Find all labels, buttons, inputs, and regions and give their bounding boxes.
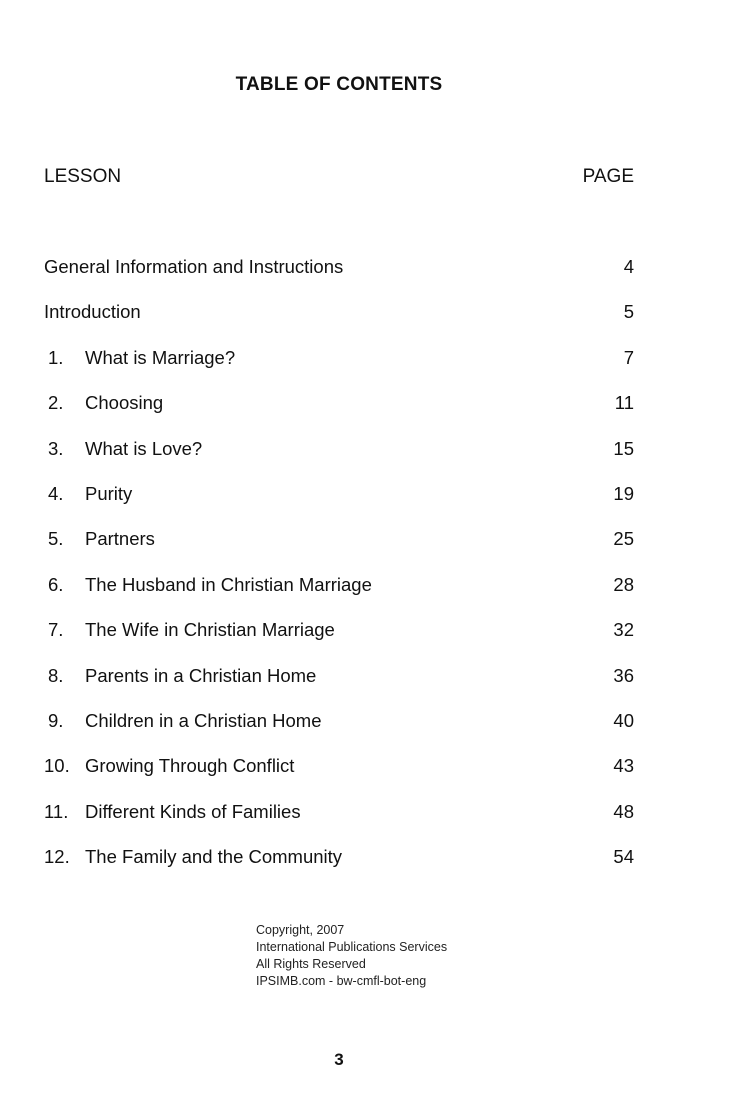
toc-entry-number: 9. xyxy=(48,709,64,731)
toc-entry-number: 3. xyxy=(48,437,64,459)
source-line: IPSIMB.com - bw-cmfl-bot-eng xyxy=(256,974,427,988)
toc-entry-number: 2. xyxy=(48,392,64,414)
toc-entry-title: The Husband in Christian Marriage xyxy=(85,573,372,595)
toc-entry xyxy=(44,708,634,753)
toc-entry-title: Choosing xyxy=(85,392,164,414)
toc-entry-number: 11. xyxy=(44,800,69,822)
page-number: 3 xyxy=(334,1050,344,1069)
toc-entry xyxy=(44,481,634,526)
toc-entry xyxy=(44,617,634,662)
toc-entry-page: 36 xyxy=(613,664,634,686)
toc-entry xyxy=(44,390,634,435)
toc-entry-page: 7 xyxy=(623,346,634,368)
toc-entry-page: 43 xyxy=(613,755,634,777)
toc-entry-title: Growing Through Conflict xyxy=(85,755,295,777)
rights-line: All Rights Reserved xyxy=(256,957,366,971)
toc-entry-page: 19 xyxy=(613,482,634,504)
toc-entry-page: 4 xyxy=(623,256,634,277)
publisher-line: International Publications Services xyxy=(256,940,448,954)
toc-entry-number: 7. xyxy=(48,619,64,641)
toc-entry-page: 5 xyxy=(623,301,634,323)
toc-entry-number: 1. xyxy=(48,346,64,368)
toc-entry-title: General Information and Instructions xyxy=(44,256,344,277)
page-title: TABLE OF CONTENTS xyxy=(235,74,443,95)
toc-entry-number: 8. xyxy=(48,664,64,686)
lesson-column-header: LESSON xyxy=(44,166,122,187)
table-of-contents xyxy=(44,254,634,889)
toc-entry-title: The Family and the Community xyxy=(85,846,343,868)
copyright-line: Copyright, 2007 xyxy=(256,923,345,937)
toc-entry-page: 15 xyxy=(613,437,634,459)
toc-entry-number: 6. xyxy=(48,573,64,595)
toc-entry-page: 28 xyxy=(613,573,634,595)
toc-entry xyxy=(44,844,634,889)
toc-entry-title: What is Marriage? xyxy=(85,346,236,368)
page-column-header: PAGE xyxy=(582,166,634,187)
toc-entry xyxy=(44,254,634,299)
toc-entry-title: Introduction xyxy=(44,301,141,323)
toc-entry xyxy=(44,526,634,571)
toc-entry xyxy=(44,345,634,390)
toc-entry-number: 5. xyxy=(48,528,64,550)
toc-entry-title: Purity xyxy=(85,482,133,504)
toc-entry-page: 40 xyxy=(613,709,634,731)
toc-entry-title: Partners xyxy=(85,528,155,550)
toc-entry xyxy=(44,753,634,798)
toc-entry xyxy=(44,799,634,844)
toc-entry-number: 4. xyxy=(48,482,64,504)
toc-entry-title: Children in a Christian Home xyxy=(85,709,322,731)
toc-entry xyxy=(44,572,634,617)
copyright-block xyxy=(256,922,447,990)
toc-entry-page: 32 xyxy=(613,619,634,641)
toc-entry-page: 11 xyxy=(614,392,634,414)
toc-entry-page: 54 xyxy=(613,846,634,868)
toc-entry-page: 48 xyxy=(613,800,634,822)
toc-entry xyxy=(44,663,634,708)
toc-entry-title: Parents in a Christian Home xyxy=(85,664,317,686)
toc-entry-number: 12. xyxy=(44,846,70,868)
toc-entry xyxy=(44,436,634,481)
toc-entry-title: Different Kinds of Families xyxy=(85,800,301,822)
toc-entry-title: The Wife in Christian Marriage xyxy=(85,619,335,641)
toc-entry xyxy=(44,299,634,344)
toc-entry-title: What is Love? xyxy=(85,437,203,459)
toc-entry-number: 10. xyxy=(44,755,70,777)
toc-entry-page: 25 xyxy=(613,528,634,550)
